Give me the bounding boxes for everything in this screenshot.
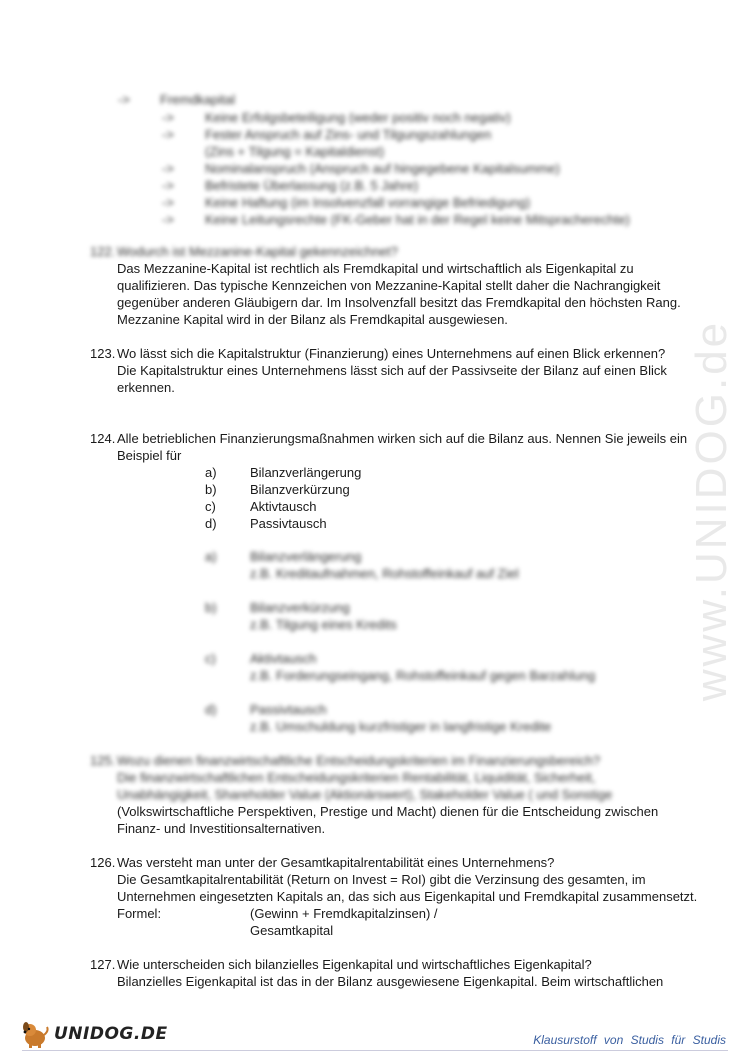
answer-line: (Volkswirtschaftliche Perspektiven, Prestige und Macht) dienen für die Entscheidung zwischen [117, 804, 659, 819]
arrow-marker: -> [162, 127, 174, 142]
arrow-marker: -> [162, 195, 174, 210]
footer-tagline: Klausurstoff von Studis für Studis [533, 1033, 726, 1047]
footer-logo [20, 1016, 168, 1052]
answer-letter: b) [205, 600, 217, 615]
question-text: Wozu dienen finanzwirtschaftliche Entscheidungskriterien im Finanzierungsbereich? [117, 753, 601, 768]
answer-letter: c) [205, 651, 216, 666]
answer-example: z.B. Kreditaufnahmen, Rohstoffeinkauf auf Ziel [250, 566, 519, 581]
answer-line: Das Mezzanine-Kapital ist rechtlich als Fremdkapital und wirtschaftlich als Eigenkapital zu [117, 261, 634, 276]
answer-line: erkennen. [117, 380, 175, 395]
watermark-text: www.UNIDOG.de [687, 319, 737, 701]
answer-line: gegenüber anderen Gläubigern dar. Im Insolvenzfall besitzt das Fremdkapital den höchsten Rang. [117, 295, 681, 310]
option-text: Bilanzverkürzung [250, 482, 350, 497]
blurred-bullet: Fester Anspruch auf Zins- und Tilgungszahlungen [205, 127, 492, 142]
question-125 [90, 752, 690, 837]
question-122 [90, 243, 690, 328]
answer-example: z.B. Forderungseingang, Rohstoffeinkauf gegen Barzahlung [250, 668, 596, 683]
answer-line: Die Gesamtkapitalrentabilität (Return on Invest = RoI) gibt die Verzinsung des gesamten, im [117, 872, 646, 887]
arrow-marker: -> [118, 92, 130, 107]
blurred-bullet: Befristete Überlassung (z.B. 5 Jahre) [205, 178, 419, 193]
answer-line: Unabhängigkeit, Shareholder Value (Aktionärswert), Stakeholder Value ( und Sonstige [117, 787, 613, 802]
question-text: Wodurch ist Mezzanine-Kapital gekennzeichnet? [117, 244, 398, 259]
answer-line: Bilanzielles Eigenkapital ist das in der Bilanz ausgewiesene Eigenkapital. Beim wirtschaftlichen [117, 974, 664, 989]
answer-line: qualifizieren. Das typische Kennzeichen von Mezzanine-Kapital stellt daher die Nachrangigkeit [117, 278, 661, 293]
question-text: Alle betrieblichen Finanzierungsmaßnahmen wirken sich auf die Bilanz aus. Nennen Sie jeweils ein [117, 431, 688, 446]
answer-title: Aktivtausch [250, 651, 317, 666]
dog-icon [20, 1019, 50, 1049]
answer-example: z.B. Tilgung eines Kredits [250, 617, 397, 632]
footer-divider [22, 1050, 728, 1051]
answer-title: Passivtausch [250, 702, 327, 717]
question-124 [90, 430, 690, 464]
blurred-bullet: Keine Erfolgsbeteiligung (weder positiv noch negativ) [205, 110, 511, 125]
option-letter: b) [205, 482, 217, 497]
question-number: 125. [90, 753, 116, 768]
answer-letter: d) [205, 702, 217, 717]
answer-title: Bilanzverlängerung [250, 549, 362, 564]
option-letter: c) [205, 499, 216, 514]
answer-letter: a) [205, 549, 217, 564]
question-number: 124. [90, 431, 116, 446]
question-text: Wie unterscheiden sich bilanzielles Eigenkapital und wirtschaftliches Eigenkapital? [117, 957, 592, 972]
blurred-bullet: Nominalanspruch (Anspruch auf hingegebene Kapitalsumme) [205, 161, 560, 176]
question-number: 122. [90, 244, 116, 259]
arrow-marker: -> [162, 161, 174, 176]
blurred-lead: Fremdkapital [160, 92, 236, 107]
answer-line: Die finanzwirtschaftlichen Entscheidungskriterien Rentabilität, Liquidität, Sicherheit, [117, 770, 596, 785]
question-text: Was versteht man unter der Gesamtkapitalrentabilität eines Unternehmens? [117, 855, 555, 870]
question-123 [90, 345, 690, 396]
blurred-bullet: Keine Leitungsrechte (FK-Geber hat in der Regel keine Mitspracherechte) [205, 212, 630, 227]
option-text: Bilanzverlängerung [250, 465, 362, 480]
option-letter: d) [205, 516, 217, 531]
option-letter: a) [205, 465, 217, 480]
answer-line: Mezzanine Kapital wird in der Bilanz als Fremdkapital ausgewiesen. [117, 312, 508, 327]
question-number: 123. [90, 346, 116, 361]
formula-label: Formel: [117, 906, 162, 921]
answer-line: Die Kapitalstruktur eines Unternehmens lässt sich auf der Passivseite der Bilanz auf einen Blick [117, 363, 667, 378]
option-text: Aktivtausch [250, 499, 317, 514]
formula-line: Gesamtkapital [250, 923, 334, 938]
question-text: Beispiel für [117, 448, 182, 463]
blurred-bullet: (Zins + Tilgung = Kapitaldienst) [205, 144, 385, 159]
arrow-marker: -> [162, 110, 174, 125]
question-126 [90, 854, 698, 905]
answer-example: z.B. Umschuldung kurzfristiger in langfristige Kredite [250, 719, 552, 734]
answer-line: Finanz- und Investitionsalternativen. [117, 821, 326, 836]
logo-text: UNIDOG.DE [54, 1023, 168, 1044]
formula-line: (Gewinn + Fremdkapitalzinsen) / [250, 906, 438, 921]
blurred-bullet: Keine Haftung (im Insolvenzfall vorrangige Befriedigung) [205, 195, 531, 210]
question-127 [90, 956, 690, 990]
option-text: Passivtausch [250, 516, 327, 531]
question-text: Wo lässt sich die Kapitalstruktur (Finanzierung) eines Unternehmens auf einen Blick erkennen? [117, 346, 666, 361]
watermark [682, 280, 742, 740]
question-number: 126. [90, 855, 116, 870]
arrow-marker: -> [162, 212, 174, 227]
arrow-marker: -> [162, 178, 174, 193]
answer-title: Bilanzverkürzung [250, 600, 350, 615]
question-number: 127. [90, 957, 116, 972]
answer-line: Unternehmen eingesetzten Kapitals an, das sich aus Eigenkapital und Fremdkapital zusammensetzt. [117, 889, 698, 904]
